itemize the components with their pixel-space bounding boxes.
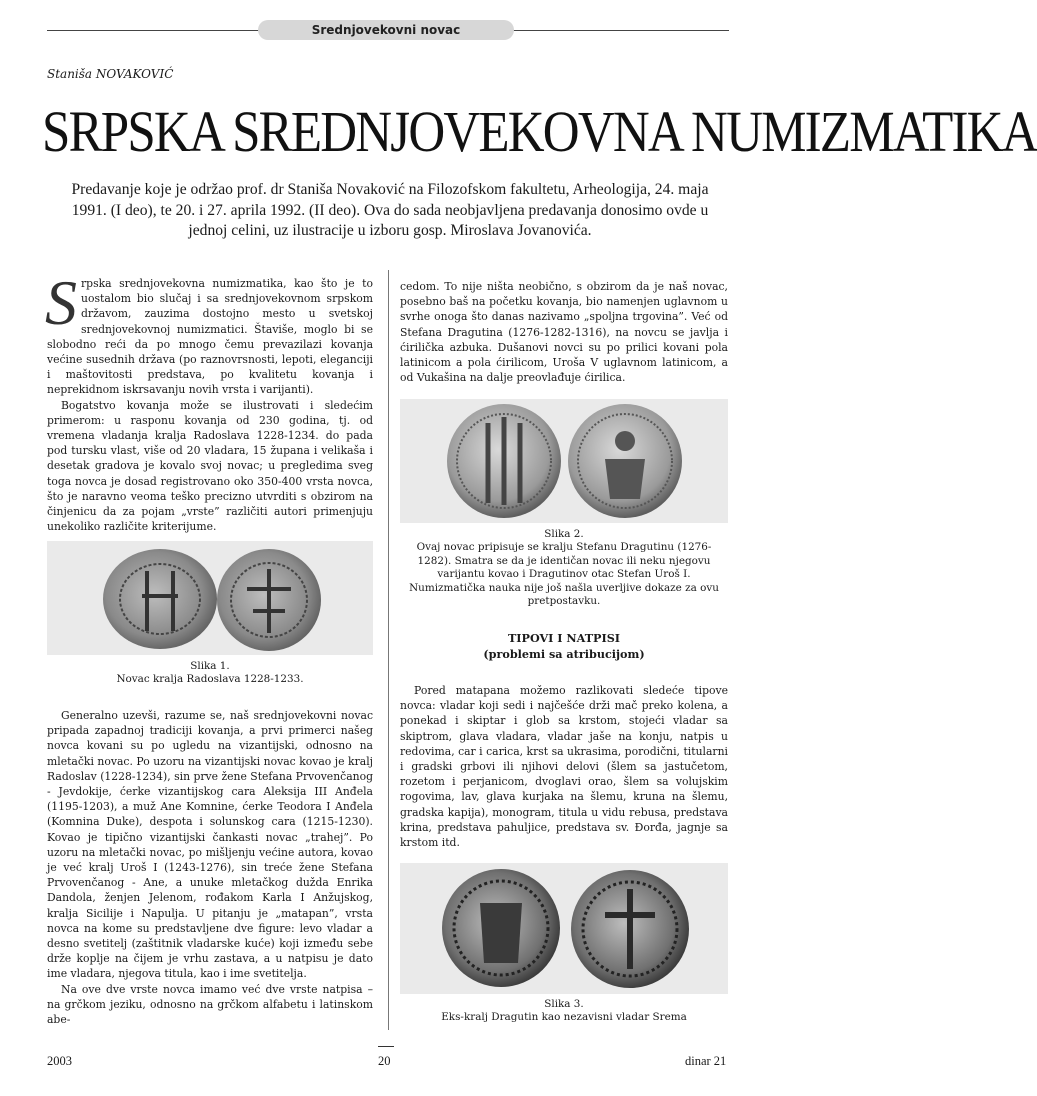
section-label: Srednjovekovni novac [258,20,514,40]
paragraph-5: cedom. To nije ništa neobično, s obzirom da je naš novac, posebno baš na početku kovanja, bio namenjen uglavnom u svrhe onoga što danas nazivamo „spoljna trgovina”. Već od Stefana Dragutina (1276-1282-1316), na novcu se javlja i ćirilička azbuka. Dušanovi novci su po prilici kovani pola latinicom a pola ćirilicom, Uroša V uglavnom latinicom, a od Vukašina na dalje preovlađuje ćirilica. [400,280,728,385]
figure-2-image [400,399,728,523]
header-rule-left [47,30,259,31]
figure-1-caption [47,660,373,687]
figure-3-image [400,863,728,994]
section-heading-title: TIPOVI I NATPISI [507,631,621,645]
left-column-top [45,267,373,534]
footer-magazine: dinar 21 [685,1054,727,1068]
right-column-top [400,279,728,385]
column-divider [388,270,389,1030]
paragraph-1-text: rpska srednjovekovna numizmatika, kao što je to uostalom bio slučaj i sa srednjovekovnom srpskom državom, zauzima dostojno mesto u svetskoj srednjovekovnoj numizmatici. Štaviše, moglo bi se slobodno reći da po mnogo čemu prevazilazi kovanja većine susednih država (po raznovrsnosti, lepoti, eleganciji i maštovitosti predstava, po kvalitetu kovanja i neprekidnom iskrsavanju novih vrsta i varijanti). [47,277,373,397]
figure-3-text: Eks-kralj Dragutin kao nezavisni vladar Srema [441,1011,687,1024]
figure-1-title: Slika 1. [190,660,230,672]
footer-year: 2003 [47,1054,72,1068]
paragraph-3: Generalno uzevši, razume se, naš srednjovekovni novac pripada zapadnoj tradiciji kovanja, a prvi primerci našeg novca kovani su po ugledu na vizantijski, odnosno na mletački novac. Po uzoru na vizantijski novac kovao je kralj Radoslav (1228-1234), sin prve žene Stefana Prvovenčanog - Jevdokije, ćerke vizantijskog cara Aleksija III Anđela (1195-1203), a muž Ane Komnine, ćerke Teodora I Anđela (Komnina Duke), despota i solunskog cara (1215-1230). Kovao je tipično vizantijski čankasti novac „trahej”. Po uzoru na mletački novac, po mišljenju većine autora, kovao je već kralj Uroš I (1243-1276), sin treće žene Stefana Prvovenčanog - Ane, a unuke mletačkog dužda Enrika Dandola, ženjen Jelenom, rođakom Karla I Anžujskog, kralja Sicilije i Napulja. U pitanju je „matapan”, vrsta novca na kome su predstavljene dve figure: levo vladar a desno svetitelj (zaštitnik vladarske kuće) koji između sebe drže koplje na čijem je vrhu zastava, a u natpisu je dato ime vladara, njegova titula, kao i ime svetitelja. [47,709,374,981]
figure-2-text: Ovaj novac pripisuje se kralju Stefanu Dragutinu (1276-1282). Smatra se da je identičan novac ili neku njegovu varijantu kovao i Dragutinov otac Stefan Uroš I. Numizmatička nauka nije još našla uverljive dokaze za ovu pretpostavku. [409,541,719,608]
paragraph-2: Bogatstvo kovanja može se ilustrovati i sledećim primerom: u rasponu kovanja od 230 godina, tj. od vremena vladanja kralja Radoslava 1228-1234. do pada pod tursku vlast, više od 20 vladara, 15 župana i velikaša i desetak gradova je kovalo svoj novac; u pregledima sveg toga novca je dosad registrovano oko 350-400 vrsta novca, što je naravno veoma teško precizno utvrditi s obzirom na činjenicu da za pojam „vrste” različiti autori primenjuju unekoliko različite kriterijume. [47,398,373,534]
paragraph-4: Na ove dve vrste novca imamo već dve vrste natpisa – na grčkom jeziku, odnosno na grčkom alfabetu i latinskom abe- [47,982,373,1027]
article-title: SRPSKA SREDNJOVEKOVNA NUMIZMATIKA [42,100,1037,165]
figure-1-image [47,541,373,655]
section-heading [400,630,728,662]
section-heading-subtitle: (problemi sa atribucijom) [483,647,645,661]
figure-3-title: Slika 3. [544,998,584,1010]
author-name: Staniša NOVAKOVIĆ [47,67,174,81]
paragraph-6: Pored matapana možemo razlikovati sledeće tipove novca: vladar koji sedi i najčešće drži mač preko kolena, a ponekad i skiptar i glob sa krstom, stojeći vladar sa skiptrom, glava vladara, vladar jaše na konju, natpis u redovima, car i carica, krst sa ukrasima, porodični, titularni i gradski grbovi ili njihovi delovi (šlem sa jastučetom, rozetom i perjanicom, dvoglavi orao, šlem sa volujskim rogovima, lav, glava kurjaka na šlemu, kruna na šlemu, gradska kapija), monogram, titula u vidu rebusa, predstava krina, predstava pahuljice, predstava sv. Đorđa, jagnje sa krstom itd. [400,684,728,850]
coins-dragutin-image [400,399,728,523]
figure-1-text: Novac kralja Radoslava 1228-1233. [116,673,304,686]
drop-cap: S [45,267,77,338]
figure-2-caption [400,528,728,608]
page-number-rule [378,1046,394,1047]
right-column-bottom [400,683,728,850]
figure-3-caption [400,998,728,1025]
paragraph-1 [45,267,373,398]
left-column-bottom [47,708,373,1027]
coins-radoslav-image [47,541,373,655]
page-number: 20 [378,1054,391,1068]
coins-srem-image [400,863,728,994]
figure-2-title: Slika 2. [544,528,584,540]
article-intro: Predavanje koje je održao prof. dr Staniša Novaković na Filozofskom fakultetu, Arheologija, 24. maja 1991. (I deo), te 20. i 27. aprila 1992. (II deo). Ova do sada neobjavljena predavanja donosimo ovde u jednoj celini, uz ilustracije u izboru gosp. Miroslava Jovanovića. [71,181,709,239]
header-rule-right [513,30,729,31]
